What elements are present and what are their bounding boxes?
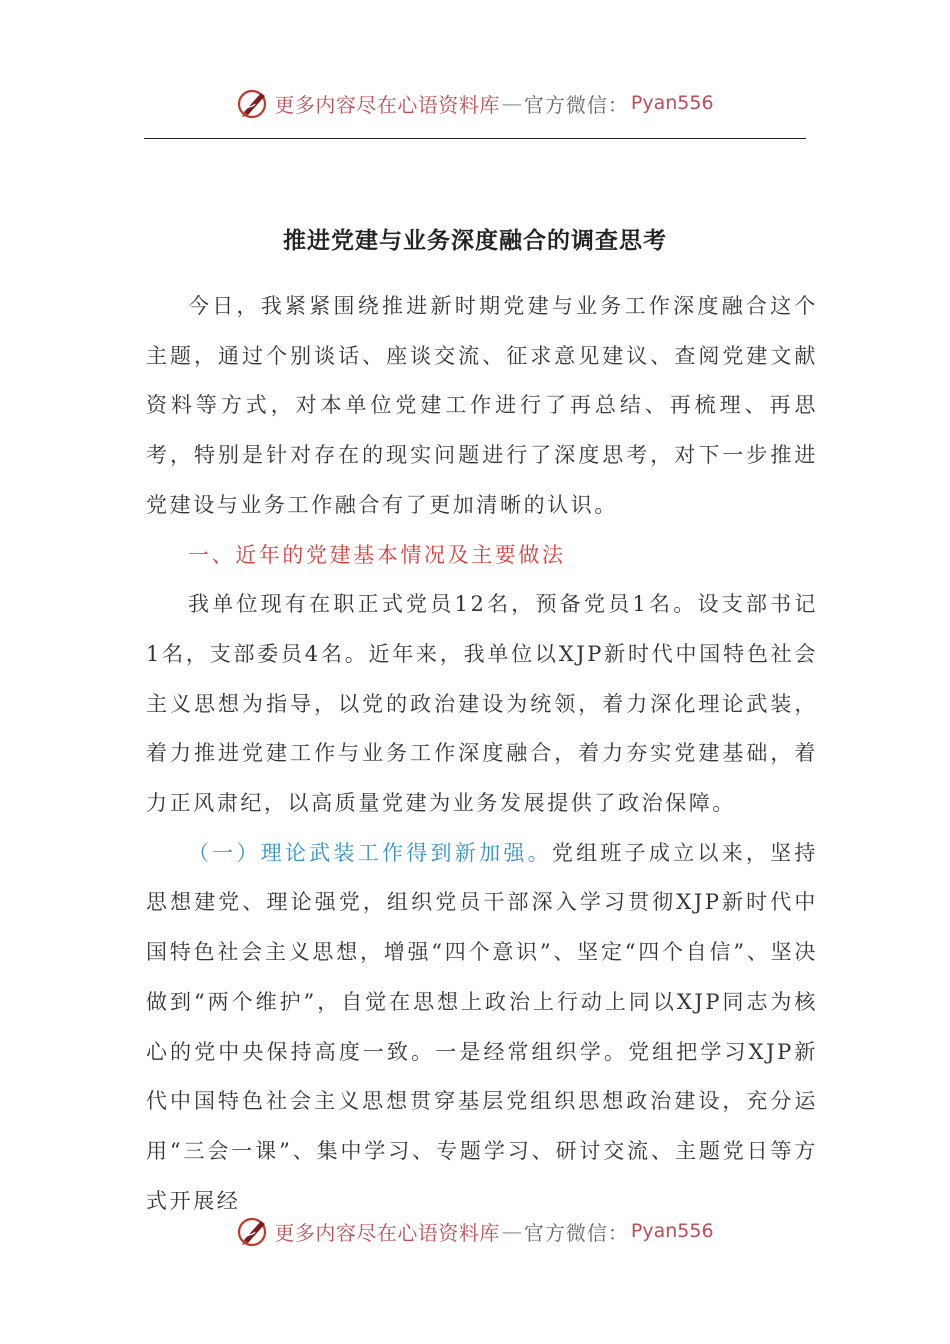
wechat-id: Pyan556 xyxy=(630,1220,714,1242)
document-title: 推进党建与业务深度融合的调查思考 xyxy=(283,228,667,254)
subsection-heading: （一）理论武装工作得到新加强。 xyxy=(188,840,552,865)
document-body xyxy=(146,282,818,1226)
brand-separator: — xyxy=(501,91,522,115)
brand-separator: — xyxy=(501,1219,522,1243)
header-banner xyxy=(0,83,950,123)
subsection-text: 党组班子成立以来，坚持思想建党、理论强党，组织党员干部深入学习贯彻XJP新时代中国特色社会主义思想，增强“四个意识”、坚定“四个自信”、坚决做到“两个维护”，自觉在思想上政治上行动上同以XJP同志为核心的党中央保持高度一致。一是经常组织学。党组把学习XJP新代中国特色社会主义思想贯穿基层党组织思想政治建设，充分运用“三会一课”、集中学习、专题学习、研讨交流、主题党日等方式开展经 xyxy=(146,840,818,1213)
brand-text: 更多内容尽在心语资料库 xyxy=(274,1220,500,1245)
pen-logo-icon xyxy=(236,86,270,120)
header-divider xyxy=(144,138,806,139)
section-paragraph: 我单位现有在职正式党员12名，预备党员1名。设支部书记1名，支部委员4名。近年来，我单位以XJP新时代中国特色社会主义思想为指导，以党的政治建设为统领，着力深化理论武装，着力推进党建工作与业务工作深度融合，着力夯实党建基础，着力正风肃纪，以高质量党建为业务发展提供了政治保障。 xyxy=(146,592,818,816)
pen-logo-icon xyxy=(236,1214,270,1248)
brand-text: 更多内容尽在心语资料库 xyxy=(274,92,500,117)
wechat-label: 官方微信： xyxy=(523,92,629,117)
footer-banner xyxy=(0,1211,950,1251)
wechat-label: 官方微信： xyxy=(523,1220,629,1245)
wechat-id: Pyan556 xyxy=(630,92,714,114)
section-heading: 一、近年的党建基本情况及主要做法 xyxy=(188,542,566,567)
intro-paragraph: 今日，我紧紧围绕推进新时期党建与业务工作深度融合这个主题，通过个别谈话、座谈交流、征求意见建议、查阅党建文献资料等方式，对本单位党建工作进行了再总结、再梳理、再思考，特别是针对存在的现实问题进行了深度思考，对下一步推进党建设与业务工作融合有了更加清晰的认识。 xyxy=(146,294,818,517)
subsection-paragraph xyxy=(146,829,818,1227)
